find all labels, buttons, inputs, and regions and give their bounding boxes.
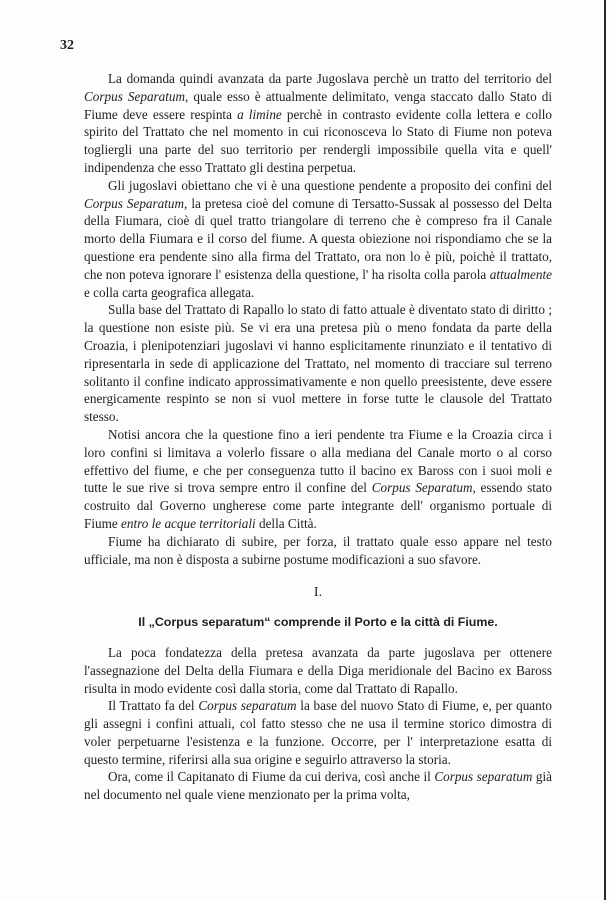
text-run: la base del nuovo Stato di Fiume, e, per quanto gli assegni i confini attuali, col fatto stesso che ne usa il termine storico dimostra di voler perpetuarne l'esistenza e la funzione. Occorre, per l' interpretazione esatta di questo termine, riferirsi alla sua origine e seguirlo attraverso la storia. xyxy=(84,698,552,767)
text-run: La poca fondatezza della pretesa avanzata da parte jugoslava per ottenere l'assegnazione del Delta della Fiumara e della Diga meridionale del Bacino ex Baross risulta in modo evidente così dalla storia, come dal Trattato di Rapallo. xyxy=(84,644,552,696)
italic-text: Corpus Separatum xyxy=(371,480,473,496)
page-number: 32 xyxy=(60,38,74,53)
italic-text: Corpus separatum xyxy=(434,769,533,785)
text-run: Sulla base del Trattato di Rapallo lo stato di fatto attuale è diventato stato di diritto ; la questione non esiste più. Se vi era una pretesa più o meno fondata da parte della Croazia, i plenipotenziari jugoslavi vi hanno esplicitamente rinunziato e il tentativo di ripresentarla in sede di applicazione del Trattato, nel momento di tracciare sul terreno solitanto il confine indicato approssimativamente e non quello preesistente, deve essere energicamente respinto se non si vuol mettere in forse tutte le clausole del Trattato stesso. xyxy=(84,302,552,425)
italic-text: attualmente xyxy=(489,266,552,282)
text-run: Notisi ancora che la questione fino a ieri pendente tra Fiume e la Croazia circa i loro confini si limitava a volerlo fissare o alla mediana del Canale morto o al corso effettivo del fiume, e che per conseguenza tutto il bacino ex Baross con i suoi moli e tutte le sue rive si trova sempre entro il confine del xyxy=(84,426,552,496)
paragraph xyxy=(84,697,552,768)
text-run: Il Trattato fa del xyxy=(108,698,199,714)
binding-edge xyxy=(604,0,606,900)
paragraphs-before-section xyxy=(84,70,552,568)
text-run: Gli jugoslavi obiettano che vi è una questione pendente a proposito dei confini del xyxy=(108,177,552,193)
italic-text: Corpus Separatum xyxy=(84,88,186,104)
text-run: e colla carta geografica allegata. xyxy=(84,284,255,300)
text-run: La domanda quindi avanzata da parte Jugoslava perchè un tratto del territorio del xyxy=(108,71,552,86)
paragraph xyxy=(84,177,552,302)
text-run: , la pretesa cioè del comune di Tersatto-Sussak al possesso del Delta della Fiumara, cioè di quel tratto triangolare di terreno che è compreso fra il Canale morto della Fiumara e il corso del fiume. A questa obiezione noi rispondiamo che se la questione era pendente sino alla firma del Trattato, ora non lo è più, poichè il trattato, che non poteva ignorare l' esistenza della questione, l' ha risolta colla parola xyxy=(84,195,552,282)
italic-text: Corpus separatum xyxy=(198,698,297,714)
italic-text: entro le acque territoriali xyxy=(121,515,256,531)
text-run: Fiume ha dichiarato di subire, per forza, il trattato quale esso appare nel testo ufficiale, ma non è disposta a subirne postume modificazioni a suo sfavore. xyxy=(84,533,552,567)
paragraphs-after-section xyxy=(84,644,552,804)
text-run: , essendo stato costruito dal Governo ungherese come parte integrante dell' organismo portuale di Fiume xyxy=(84,480,552,531)
text-run: già nel documento nel quale viene menzionato per la prima volta, xyxy=(84,769,552,803)
paragraph xyxy=(84,426,552,533)
paragraph xyxy=(84,768,552,804)
text-run: perchè in contrasto evidente colla lettera e collo spirito del Trattato che nel momento in cui riconosceva lo Stato di Fiume non poteva togliergli una parte del suo territorio per rendergli impossibile quella vita e quell' indipendenza che esso Trattato gli destina perpetua. xyxy=(84,106,552,175)
text-run: , quale esso è attualmente delimitato, venga staccato dallo Stato di Fiume deve essere respinta xyxy=(84,88,553,122)
italic-text: Corpus Separatum xyxy=(84,195,185,211)
body-text xyxy=(84,70,552,804)
section-numeral: I. xyxy=(313,585,323,601)
paragraph xyxy=(84,70,552,177)
text-run: Ora, come il Capitanato di Fiume da cui deriva, così anche il xyxy=(108,769,435,785)
paragraph xyxy=(84,301,552,426)
section-heading: Il „Corpus separatum“ comprende il Porto e la città di Fiume. xyxy=(138,615,498,630)
text-run: della Città. xyxy=(255,515,317,531)
italic-text: a limine xyxy=(237,106,282,122)
paragraph xyxy=(84,644,552,697)
paragraph xyxy=(84,533,552,569)
